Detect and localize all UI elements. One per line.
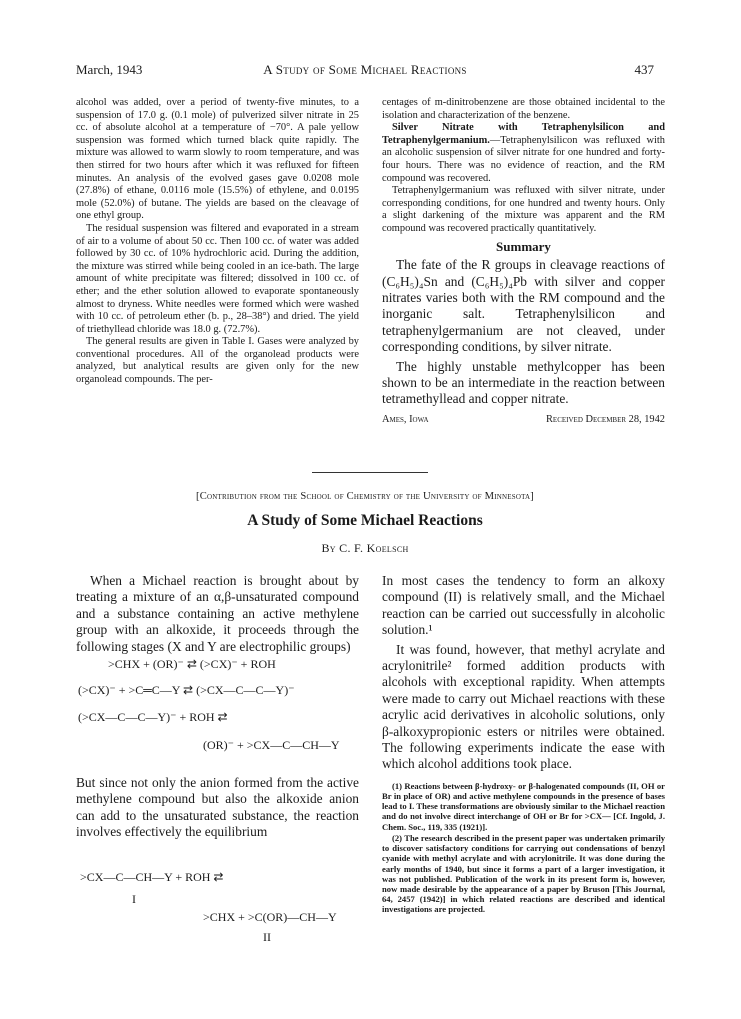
equation-3: (>CX—C—C—Y)⁻ + ROH ⇄ bbox=[78, 710, 228, 724]
footnotes bbox=[382, 781, 665, 915]
summary-heading: Summary bbox=[496, 238, 551, 254]
paragraph: centages of m-dinitrobenzene are those obtained incidental to the isolation and characterization of the benzene. bbox=[382, 97, 665, 121]
footnote: (2) The research described in the present paper was undertaken primarily to discover satisfactory conditions for carrying out condensations of benzyl cyanide with methyl acrylate and with acrylonitrile. It was done during the early months of 1940, but since it forms a part of a larger investigation, it was not published. Publication of the work in its present form is, however, now made desirable by the appearance of a paper by Bruson [This Journal, 64, 2457 (1942)] in which related reactions are described and identical investigations are projected. bbox=[382, 832, 665, 915]
paragraph bbox=[382, 122, 665, 185]
contribution-line: [Contribution from the School of Chemistry of the University of Minnesota] bbox=[195, 491, 535, 502]
running-header bbox=[76, 62, 654, 78]
equation-4: (OR)⁻ + >CX—C—CH—Y bbox=[203, 738, 340, 752]
location: Ames, Iowa bbox=[382, 413, 429, 425]
paragraph: The residual suspension was filtered and evaporated in a stream of air to a volume of about 50 cc. Then 100 cc. of water was added followed by 30 cc. of 10% hydrochloric acid. During the addition, the mixture was stirred while being cooled in an ice-bath. The large amount of white precipitate was filtered; dissolved in 100 cc. of ether; and the ether solution allowed to evaporate spontaneously almost to dryness. White needles were formed which were washed with 10 cc. of petroleum ether (b. p., 28–38°) and dried. The yield of triethyllead chloride was 18.0 g. (72.7%). bbox=[76, 222, 359, 335]
signature-line bbox=[382, 414, 665, 427]
compound-label: II bbox=[263, 930, 271, 944]
equation-5: >CX—C—CH—Y + ROH ⇄ bbox=[80, 870, 224, 884]
paragraph: In most cases the tendency to form an alkoxy compound (II) is relatively small, and the Michael reaction can be carried out successfully in alcoholic solution.¹ bbox=[382, 573, 665, 638]
summary-paragraph: The highly unstable methylcopper has been shown to be an intermediate in the reaction between tetramethyllead and copper nitrate. bbox=[382, 358, 665, 407]
paragraph: Tetraphenylgermanium was refluxed with silver nitrate, under corresponding conditions, for one hundred and twenty hours. Only a slight darkening of the mixture was apparent and the RM compound was recovered practically quantitatively. bbox=[382, 185, 665, 234]
header-date: March, 1943 bbox=[76, 62, 143, 77]
header-running-title: A Study of Some Michael Reactions bbox=[263, 62, 467, 77]
summary-paragraph: The fate of the R groups in cleavage reactions of (C₆H₅)₄Sn and (C₆H₅)₄Pb with silver and copper nitrates varies both with the RM compound and the inorganic salt. Tetraphenylsilicon and tetraphenylgermanium are not cleaved, under corresponding conditions, by silver nitrate. bbox=[382, 257, 665, 355]
header-page-number: 437 bbox=[634, 62, 654, 77]
paragraph: It was found, however, that methyl acrylate and acrylonitrile² formed addition products with alcohols with exceptional rapidity. When attempts were made to carry out Michael reactions with these acrylic acid derivatives in alcoholic solutions, only β-alkoxypropionic esters or nitriles were obtained. The following experiments indicate the ease with which alcohol additions took place. bbox=[382, 641, 665, 772]
article-title: A Study of Some Michael Reactions bbox=[247, 512, 483, 529]
compound-label: I bbox=[132, 892, 136, 906]
equation-1: >CHX + (OR)⁻ ⇄ (>CX)⁻ + ROH bbox=[108, 657, 276, 671]
paragraph-body: —Tetraphenylsilicon was refluxed with an alcoholic suspension of silver nitrate for one hundred and forty-four hours. There was no evidence of reaction, and the RM compound was recovered. bbox=[382, 134, 665, 184]
left-top-column bbox=[76, 97, 359, 387]
author-line: By C. F. Koelsch bbox=[321, 541, 409, 555]
intro-paragraph: When a Michael reaction is brought about by treating a mixture of an α,β-unsaturated compound and a substance containing an active methylene group with an alkoxide, it proceeds through the following stages (X and Y are electrophilic groups) bbox=[76, 573, 359, 654]
section-heading: Silver Nitrate with Tetraphenylsilicon and Tetraphenylgermanium. bbox=[382, 122, 665, 146]
equation-6: >CHX + >C(OR)—CH—Y bbox=[203, 910, 337, 924]
section-divider bbox=[312, 472, 428, 473]
right-bottom-column bbox=[382, 573, 665, 916]
received-date: Received December 28, 1942 bbox=[546, 413, 665, 425]
paragraph: The general results are given in Table I. Gases were analyzed by conventional procedures. All of the organolead products were analyzed, but analytical results are given only for the new organolead compounds. The per- bbox=[76, 336, 359, 386]
footnote: (1) Reactions between β-hydroxy- or β-halogenated compounds (II, OH or Br in place of OR) and active methylene compounds in the presence of bases lead to I. These transformations are obviously similar to the Michael reaction and do not involve direct interchange of OH or Br for >CX— [Cf. Ingold, J. Chem. Soc., 119, 335 (1921)]. bbox=[382, 780, 665, 832]
middle-paragraph: But since not only the anion formed from the active methylene compound but also the alkoxide anion can add to the unsaturated substance, the reaction involves effectively the equilibrium bbox=[76, 775, 359, 840]
equation-2: (>CX)⁻ + >C═C—Y ⇄ (>CX—C—C—Y)⁻ bbox=[78, 683, 295, 697]
right-top-column bbox=[382, 97, 665, 427]
paragraph: alcohol was added, over a period of twenty-five minutes, to a suspension of 17.0 g. (0.1 mole) of pulverized silver nitrate in 25 cc. of absolute alcohol at a temperature of −70°. A pale yellow suspension was formed which turned black quite rapidly. The mixture was allowed to warm slowly to room temperature, and was then stirred for two hours after which it was refluxed for fifteen minutes. An analysis of the evolved gases gave 0.0208 mole (27.8%) of ethane, 0.0116 mole (15.5%) of ethylene, and 0.0195 mole (52.0%) of butane. The yields are based on the cleavage of one ethyl group. bbox=[76, 97, 359, 222]
